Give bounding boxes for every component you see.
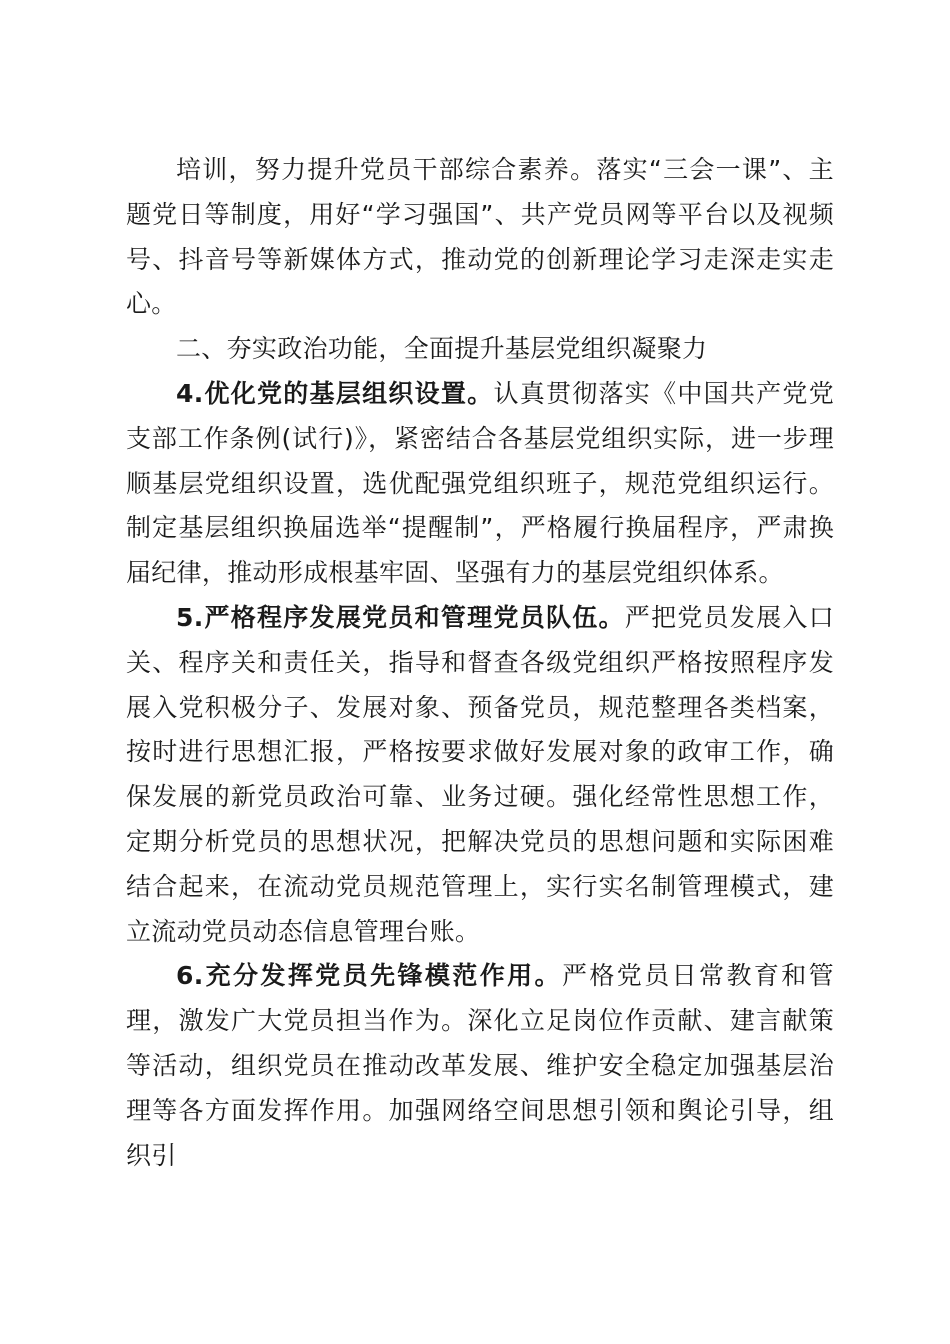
section-heading-text: 二、夯实政治功能，全面提升基层党组织凝聚力 — [176, 334, 708, 364]
item-4-text: 认真贯彻落实《中国共产党党支部工作条例(试行)》，紧密结合各基层党组织实际，进一步理顺基层党组织设置，选优配强党组织班子，规范党组织运行。制定基层组织换届选举“提醒制”，严格履行换届程序，严肃换届纪律，推动形成根基牢固、坚强有力的基层党组织体系。 — [126, 378, 835, 588]
paragraph-item-5 — [126, 596, 834, 954]
section-heading-2 — [126, 327, 834, 372]
paragraph-item-6 — [126, 954, 834, 1178]
item-4-lead: 4.优化党的基层组织设置。 — [176, 378, 494, 408]
paragraph-text: 培训，努力提升党员干部综合素养。落实“三会一课”、主题党日等制度，用好“学习强国”、共产党员网等平台以及视频号、抖音号等新媒体方式，推动党的创新理论学习走深走实走心。 — [126, 155, 834, 319]
paragraph-item-4 — [126, 372, 834, 596]
item-6-text: 严格党员日常教育和管理，激发广大党员担当作为。深化立足岗位作贡献、建言献策等活动，组织党员在推动改革发展、维护安全稳定加强基层治理等各方面发挥作用。加强网络空间思想引领和舆论引导，组织引 — [126, 961, 834, 1170]
item-6-lead: 6.充分发挥党员先锋模范作用。 — [176, 961, 562, 991]
paragraph-training — [126, 148, 834, 327]
item-5-text: 严把党员发展入口关、程序关和责任关，指导和督查各级党组织严格按照程序发展入党积极分子、发展对象、预备党员，规范整理各类档案，按时进行思想汇报，严格按要求做好发展对象的政审工作，确保发展的新党员政治可靠、业务过硬。强化经常性思想工作，定期分析党员的思想状况，把解决党员的思想问题和实际困难结合起来，在流动党员规范管理上，实行实名制管理模式，建立流动党员动态信息管理台账。 — [126, 602, 834, 946]
item-5-lead: 5.严格程序发展党员和管理党员队伍。 — [176, 602, 625, 632]
